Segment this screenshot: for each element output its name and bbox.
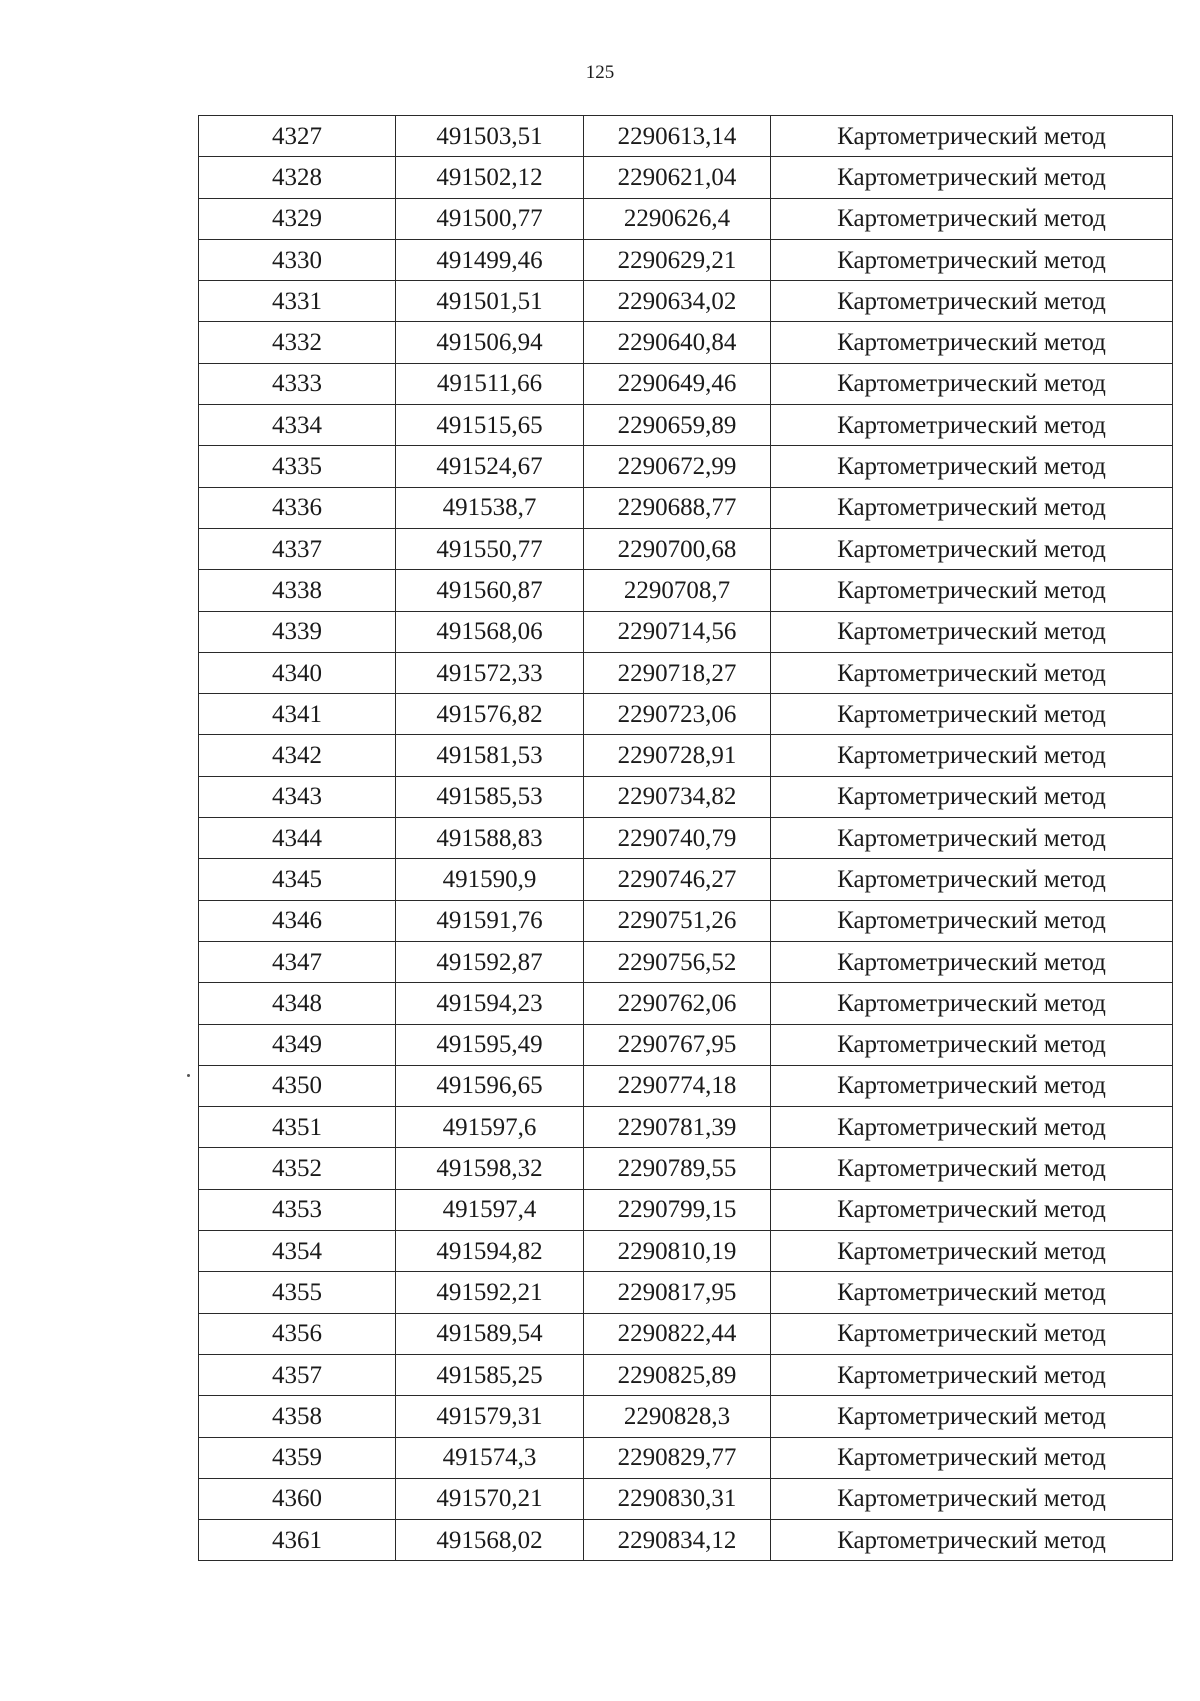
point-number-cell: 4339 (199, 611, 396, 652)
method-cell: Картометрический метод (771, 487, 1173, 528)
y-coordinate-cell: 2290672,99 (584, 446, 771, 487)
point-number-cell: 4338 (199, 570, 396, 611)
x-coordinate-cell: 491576,82 (396, 694, 584, 735)
table-row (199, 1065, 1173, 1106)
point-number-cell: 4347 (199, 941, 396, 982)
y-coordinate-cell: 2290810,19 (584, 1231, 771, 1272)
table-row (199, 157, 1173, 198)
method-cell: Картометрический метод (771, 1272, 1173, 1313)
scan-speck (187, 1074, 190, 1077)
x-coordinate-cell: 491499,46 (396, 239, 584, 280)
table-row (199, 1313, 1173, 1354)
method-cell: Картометрический метод (771, 1107, 1173, 1148)
point-number-cell: 4341 (199, 694, 396, 735)
point-number-cell: 4354 (199, 1231, 396, 1272)
x-coordinate-cell: 491503,51 (396, 116, 584, 157)
x-coordinate-cell: 491550,77 (396, 528, 584, 569)
point-number-cell: 4359 (199, 1437, 396, 1478)
y-coordinate-cell: 2290629,21 (584, 239, 771, 280)
x-coordinate-cell: 491581,53 (396, 735, 584, 776)
table-row (199, 446, 1173, 487)
y-coordinate-cell: 2290688,77 (584, 487, 771, 528)
point-number-cell: 4344 (199, 818, 396, 859)
coordinates-table (198, 115, 1173, 1561)
x-coordinate-cell: 491570,21 (396, 1478, 584, 1519)
method-cell: Картометрический метод (771, 1478, 1173, 1519)
point-number-cell: 4348 (199, 983, 396, 1024)
point-number-cell: 4352 (199, 1148, 396, 1189)
table-row (199, 198, 1173, 239)
method-cell: Картометрический метод (771, 1396, 1173, 1437)
y-coordinate-cell: 2290626,4 (584, 198, 771, 239)
point-number-cell: 4335 (199, 446, 396, 487)
x-coordinate-cell: 491579,31 (396, 1396, 584, 1437)
point-number-cell: 4334 (199, 405, 396, 446)
y-coordinate-cell: 2290640,84 (584, 322, 771, 363)
point-number-cell: 4333 (199, 363, 396, 404)
y-coordinate-cell: 2290734,82 (584, 776, 771, 817)
y-coordinate-cell: 2290740,79 (584, 818, 771, 859)
point-number-cell: 4360 (199, 1478, 396, 1519)
x-coordinate-cell: 491585,53 (396, 776, 584, 817)
point-number-cell: 4337 (199, 528, 396, 569)
table-row (199, 405, 1173, 446)
table-row (199, 1354, 1173, 1395)
point-number-cell: 4353 (199, 1189, 396, 1230)
method-cell: Картометрический метод (771, 611, 1173, 652)
x-coordinate-cell: 491574,3 (396, 1437, 584, 1478)
y-coordinate-cell: 2290714,56 (584, 611, 771, 652)
method-cell: Картометрический метод (771, 405, 1173, 446)
x-coordinate-cell: 491594,23 (396, 983, 584, 1024)
table-row (199, 694, 1173, 735)
x-coordinate-cell: 491538,7 (396, 487, 584, 528)
y-coordinate-cell: 2290659,89 (584, 405, 771, 446)
y-coordinate-cell: 2290767,95 (584, 1024, 771, 1065)
y-coordinate-cell: 2290834,12 (584, 1520, 771, 1561)
coordinates-table-body (199, 116, 1173, 1561)
table-row (199, 487, 1173, 528)
table-row (199, 1520, 1173, 1561)
x-coordinate-cell: 491568,06 (396, 611, 584, 652)
table-row (199, 983, 1173, 1024)
table-row (199, 1231, 1173, 1272)
table-row (199, 116, 1173, 157)
x-coordinate-cell: 491589,54 (396, 1313, 584, 1354)
method-cell: Картометрический метод (771, 528, 1173, 569)
x-coordinate-cell: 491590,9 (396, 859, 584, 900)
method-cell: Картометрический метод (771, 570, 1173, 611)
method-cell: Картометрический метод (771, 322, 1173, 363)
y-coordinate-cell: 2290829,77 (584, 1437, 771, 1478)
point-number-cell: 4327 (199, 116, 396, 157)
table-row (199, 1437, 1173, 1478)
table-row (199, 1396, 1173, 1437)
y-coordinate-cell: 2290828,3 (584, 1396, 771, 1437)
table-row (199, 900, 1173, 941)
y-coordinate-cell: 2290621,04 (584, 157, 771, 198)
y-coordinate-cell: 2290799,15 (584, 1189, 771, 1230)
point-number-cell: 4331 (199, 281, 396, 322)
table-row (199, 941, 1173, 982)
y-coordinate-cell: 2290649,46 (584, 363, 771, 404)
y-coordinate-cell: 2290822,44 (584, 1313, 771, 1354)
method-cell: Картометрический метод (771, 1437, 1173, 1478)
x-coordinate-cell: 491568,02 (396, 1520, 584, 1561)
method-cell: Картометрический метод (771, 776, 1173, 817)
point-number-cell: 4340 (199, 652, 396, 693)
table-row (199, 859, 1173, 900)
x-coordinate-cell: 491506,94 (396, 322, 584, 363)
table-row (199, 1107, 1173, 1148)
method-cell: Картометрический метод (771, 941, 1173, 982)
point-number-cell: 4328 (199, 157, 396, 198)
method-cell: Картометрический метод (771, 859, 1173, 900)
method-cell: Картометрический метод (771, 116, 1173, 157)
point-number-cell: 4350 (199, 1065, 396, 1106)
y-coordinate-cell: 2290756,52 (584, 941, 771, 982)
table-row (199, 239, 1173, 280)
x-coordinate-cell: 491511,66 (396, 363, 584, 404)
x-coordinate-cell: 491502,12 (396, 157, 584, 198)
method-cell: Картометрический метод (771, 446, 1173, 487)
table-row (199, 1272, 1173, 1313)
point-number-cell: 4330 (199, 239, 396, 280)
table-row (199, 735, 1173, 776)
table-row (199, 611, 1173, 652)
y-coordinate-cell: 2290634,02 (584, 281, 771, 322)
y-coordinate-cell: 2290723,06 (584, 694, 771, 735)
x-coordinate-cell: 491592,87 (396, 941, 584, 982)
y-coordinate-cell: 2290774,18 (584, 1065, 771, 1106)
method-cell: Картометрический метод (771, 818, 1173, 859)
method-cell: Картометрический метод (771, 1520, 1173, 1561)
method-cell: Картометрический метод (771, 1313, 1173, 1354)
point-number-cell: 4332 (199, 322, 396, 363)
method-cell: Картометрический метод (771, 281, 1173, 322)
y-coordinate-cell: 2290789,55 (584, 1148, 771, 1189)
method-cell: Картометрический метод (771, 198, 1173, 239)
table-row (199, 281, 1173, 322)
x-coordinate-cell: 491592,21 (396, 1272, 584, 1313)
x-coordinate-cell: 491595,49 (396, 1024, 584, 1065)
x-coordinate-cell: 491588,83 (396, 818, 584, 859)
point-number-cell: 4355 (199, 1272, 396, 1313)
method-cell: Картометрический метод (771, 1148, 1173, 1189)
y-coordinate-cell: 2290762,06 (584, 983, 771, 1024)
y-coordinate-cell: 2290830,31 (584, 1478, 771, 1519)
table-row (199, 1189, 1173, 1230)
table-row (199, 1478, 1173, 1519)
y-coordinate-cell: 2290700,68 (584, 528, 771, 569)
point-number-cell: 4336 (199, 487, 396, 528)
y-coordinate-cell: 2290781,39 (584, 1107, 771, 1148)
method-cell: Картометрический метод (771, 239, 1173, 280)
x-coordinate-cell: 491500,77 (396, 198, 584, 239)
method-cell: Картометрический метод (771, 1231, 1173, 1272)
table-row (199, 363, 1173, 404)
method-cell: Картометрический метод (771, 1189, 1173, 1230)
y-coordinate-cell: 2290718,27 (584, 652, 771, 693)
point-number-cell: 4329 (199, 198, 396, 239)
y-coordinate-cell: 2290613,14 (584, 116, 771, 157)
x-coordinate-cell: 491597,6 (396, 1107, 584, 1148)
point-number-cell: 4343 (199, 776, 396, 817)
method-cell: Картометрический метод (771, 1354, 1173, 1395)
method-cell: Картометрический метод (771, 363, 1173, 404)
x-coordinate-cell: 491594,82 (396, 1231, 584, 1272)
y-coordinate-cell: 2290751,26 (584, 900, 771, 941)
table-row (199, 322, 1173, 363)
table-row (199, 818, 1173, 859)
table-row (199, 1024, 1173, 1065)
x-coordinate-cell: 491515,65 (396, 405, 584, 446)
y-coordinate-cell: 2290728,91 (584, 735, 771, 776)
method-cell: Картометрический метод (771, 983, 1173, 1024)
x-coordinate-cell: 491572,33 (396, 652, 584, 693)
table-row (199, 528, 1173, 569)
table-row (199, 570, 1173, 611)
y-coordinate-cell: 2290746,27 (584, 859, 771, 900)
x-coordinate-cell: 491501,51 (396, 281, 584, 322)
point-number-cell: 4351 (199, 1107, 396, 1148)
table-row (199, 1148, 1173, 1189)
point-number-cell: 4345 (199, 859, 396, 900)
method-cell: Картометрический метод (771, 900, 1173, 941)
method-cell: Картометрический метод (771, 1024, 1173, 1065)
method-cell: Картометрический метод (771, 652, 1173, 693)
x-coordinate-cell: 491596,65 (396, 1065, 584, 1106)
x-coordinate-cell: 491560,87 (396, 570, 584, 611)
page-number: 125 (585, 62, 615, 83)
point-number-cell: 4358 (199, 1396, 396, 1437)
y-coordinate-cell: 2290825,89 (584, 1354, 771, 1395)
y-coordinate-cell: 2290817,95 (584, 1272, 771, 1313)
method-cell: Картометрический метод (771, 1065, 1173, 1106)
point-number-cell: 4357 (199, 1354, 396, 1395)
point-number-cell: 4342 (199, 735, 396, 776)
x-coordinate-cell: 491598,32 (396, 1148, 584, 1189)
y-coordinate-cell: 2290708,7 (584, 570, 771, 611)
x-coordinate-cell: 491524,67 (396, 446, 584, 487)
x-coordinate-cell: 491591,76 (396, 900, 584, 941)
x-coordinate-cell: 491585,25 (396, 1354, 584, 1395)
method-cell: Картометрический метод (771, 157, 1173, 198)
method-cell: Картометрический метод (771, 735, 1173, 776)
point-number-cell: 4356 (199, 1313, 396, 1354)
table-row (199, 776, 1173, 817)
method-cell: Картометрический метод (771, 694, 1173, 735)
point-number-cell: 4346 (199, 900, 396, 941)
table-row (199, 652, 1173, 693)
x-coordinate-cell: 491597,4 (396, 1189, 584, 1230)
point-number-cell: 4361 (199, 1520, 396, 1561)
point-number-cell: 4349 (199, 1024, 396, 1065)
